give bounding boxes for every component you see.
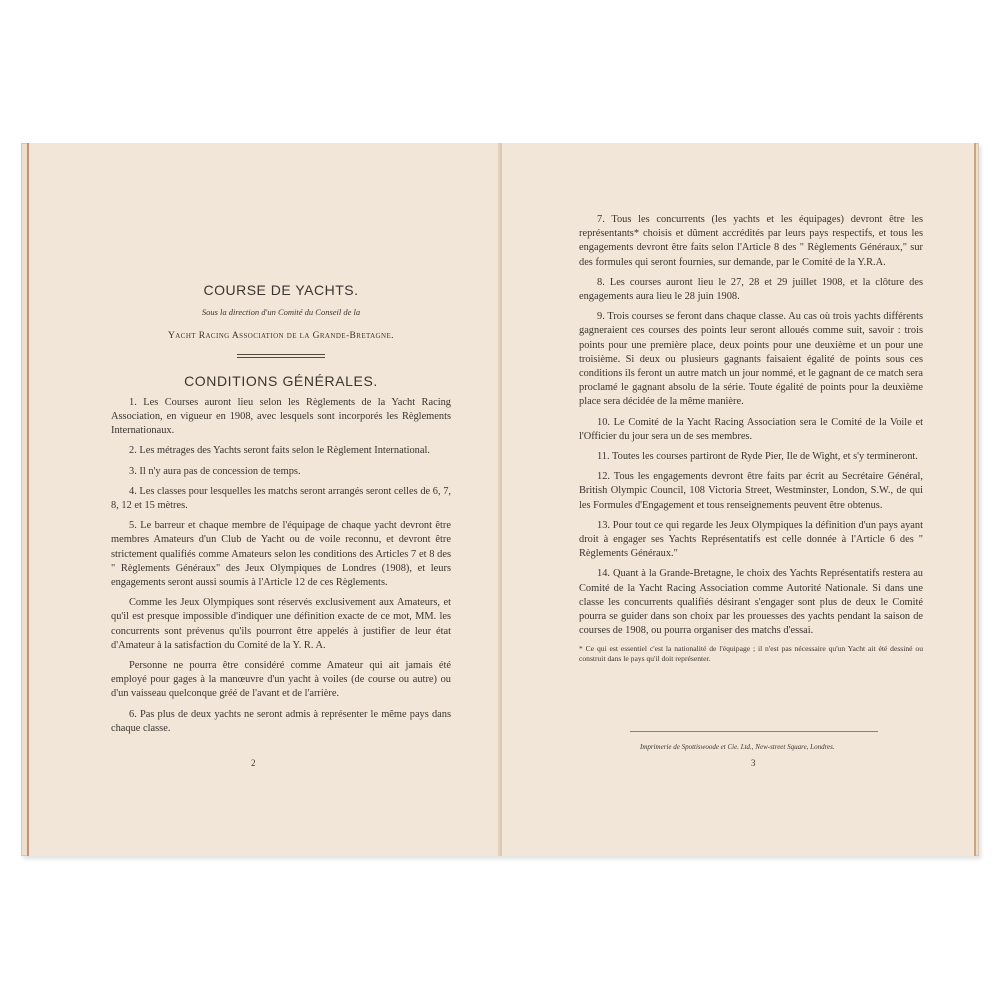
association-name: Yacht Racing Association de la Grande-Bretagne. [168,331,394,342]
printer-imprint: Imprimerie de Spottiswoode et Cie. Ltd., New-street Square, Londres. [640,743,835,751]
left-page-text [111,283,451,742]
condition-7: 7. Tous les concurrents (les yachts et les équipages) devront être les représentants* choisis et dûment accrédités par leurs pays respectifs, et tous les engagements devront être faits selon l'Article 8 des " Règlements Généraux," sur des formules qui seront fournies, sur demande, par le Comité de la Y.R.A. [579,214,923,268]
condition-9: 9. Trois courses se feront dans chaque classe. Au cas où trois yachts différents gagneraient ces courses des points leur seront alloués comme suit, savoir : trois points pour une première place, deux points pour une deuxième et un pour une troisième. Si deux ou plusieurs gagnants faisaient égalité de points sous ces conditions ils feront un autre match un jour nommé, et le gagnant de ce match sera proclamé le gagnant absolu de la série. Toute égalité de points pour la deuxième place sera décidée de la même manière. [579,311,923,408]
condition-5-note-employment: Personne ne pourra être considéré comme Amateur qui ait jamais été employé pour gages à la manœuvre d'un yacht à voiles (de course ou autre) ou d'un vaisseau quelconque gréé de l'avant et de l'arrière. [111,660,451,700]
condition-4: 4. Les classes pour lesquelles les matchs seront arrangés seront celles de 6, 7, 8, 12 et 15 mètres. [111,485,451,512]
condition-2: 2. Les métrages des Yachts seront faits selon le Règlement International. [129,445,430,457]
imprint-rule [630,731,878,732]
right-page [502,143,976,856]
condition-12: 12. Tous les engagements devront être faits par écrit au Secrétaire Général, British Olympic Council, 108 Victoria Street, Westminster, London, S.W., de qui les Formules d'Engagement et tous renseignements peuvent être obtenus. [579,471,923,511]
condition-14: 14. Quant à la Grande-Bretagne, le choix des Yachts Représentatifs restera au Comité de la Yacht Racing Association comme Autorité Nationale. Si dans une classe les concurrents qualifiés désirant s'engager sont plus de deux le Comité pourra se guider dans son choix par les prouesses des yachts pendant la saison de courses de 1908, ou pourra organiser des matchs d'essai. [579,568,923,637]
condition-5: 5. Le barreur et chaque membre de l'équipage de chaque yacht devront être membres Amateurs d'un Club de Yacht ou de voile reconnu, et devront être strictement qualifiés comme Amateurs selon les conditions des Articles 7 et 8 des " Règlements Généraux" des Jeux Olympiques de Londres (1908), et leurs engagements seront aussi soumis à l'Article 12 de ces Règlements. [111,520,451,589]
title-divider [237,354,325,358]
section-heading: CONDITIONS GÉNÉRALES. [184,372,378,389]
open-booklet [21,143,979,856]
document-subtitle: Sous la direction d'un Comité du Conseil de la [201,307,361,318]
condition-5-note-amateurs: Comme les Jeux Olympiques sont réservés exclusivement aux Amateurs, et qu'il est presque impossible d'indiquer une définition exacte de ce mot, MM. les concurrents sont prévenus qu'ils pourront être appelés à justifier de leur état d'Amateur à la satisfaction du Comité de la Y. R. A. [111,597,451,651]
condition-1: 1. Les Courses auront lieu selon les Règlements de la Yacht Racing Association, en vigueur en 1908, avec lesquels sont incorporés les Règlements Internationaux. [111,396,451,437]
left-page [27,143,502,856]
condition-11: 11. Toutes les courses partiront de Ryde Pier, Ile de Wight, et s'y termineront. [597,451,918,463]
condition-3: 3. Il n'y aura pas de concession de temps. [129,465,301,477]
condition-10: 10. Le Comité de la Yacht Racing Association sera le Comité de la Voile et l'Officier du jour sera un de ses membres. [579,416,923,442]
footnote: * Ce qui est essentiel c'est la nationalité de l'équipage ; il n'est pas nécessaire qu'un Yacht ait été dessiné ou construit dans le pays qu'il doit représenter. [579,644,923,664]
right-page-text [579,213,923,664]
document-title: COURSE DE YACHTS. [203,282,359,298]
condition-8: 8. Les courses auront lieu le 27, 28 et 29 juillet 1908, et la clôture des engagements aura lieu le 28 juin 1908. [579,276,923,303]
condition-13: 13. Pour tout ce qui regarde les Jeux Olympiques la définition d'un pays ayant droit à engager ses Yachts Représentatifs est celle donnée à l'Article 6 des " Règlements Généraux." [579,519,923,560]
page-number-right: 3 [751,758,756,768]
page-number-left: 2 [251,758,256,768]
condition-6: 6. Pas plus de deux yachts ne seront admis à représenter le même pays dans chaque classe. [111,708,451,734]
